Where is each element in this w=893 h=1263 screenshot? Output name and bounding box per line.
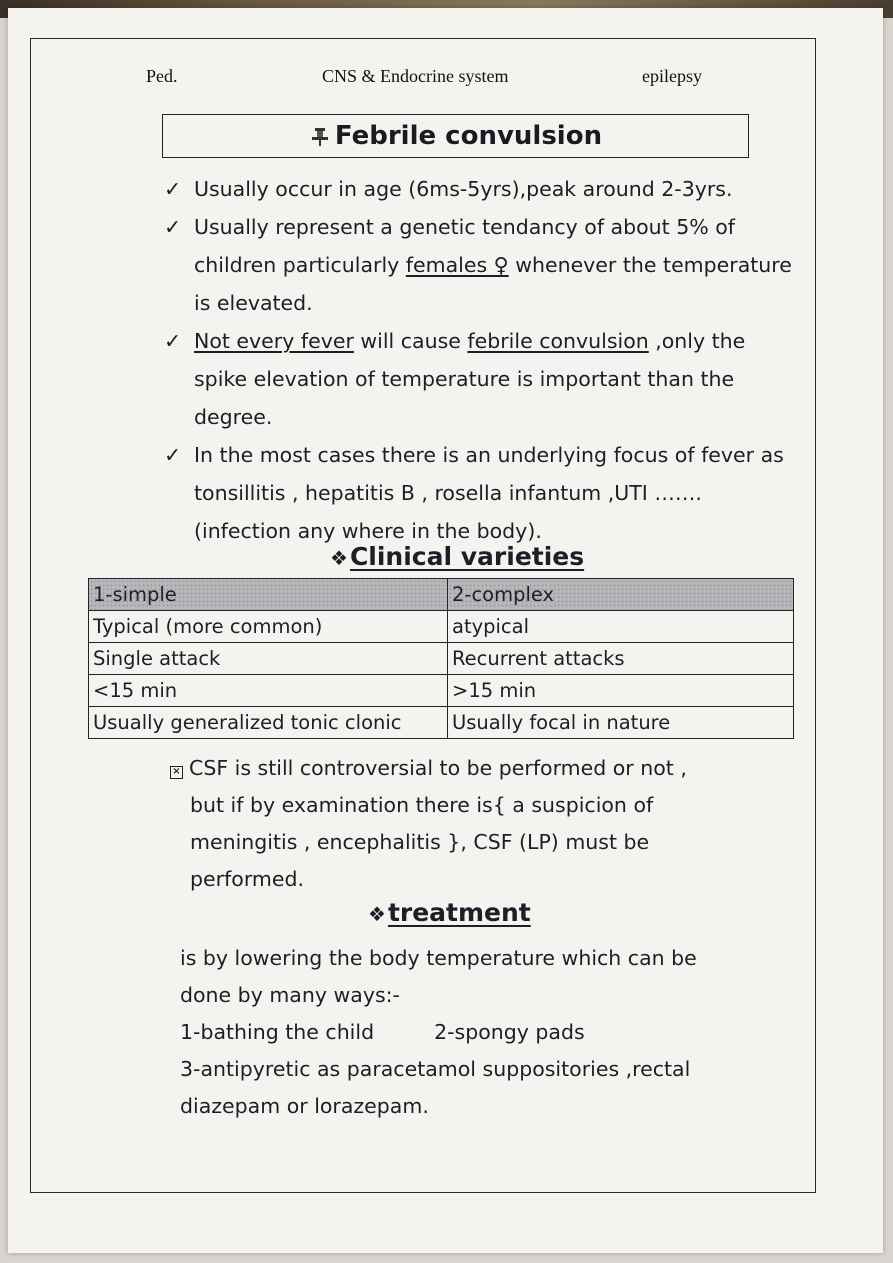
check-icon: ✓ [164, 329, 182, 353]
note-line: meningitis , encephalitis }, CSF (LP) must be [190, 830, 650, 854]
bullet-list [164, 170, 804, 550]
note-line: but if by examination there is{ a suspicion of [190, 793, 654, 817]
treatment-text [180, 940, 800, 1125]
page-title: Febrile convulsion [334, 121, 603, 151]
table-row [89, 675, 794, 707]
header-subject: Ped. [146, 66, 178, 86]
table-cell: Usually generalized tonic clonic [89, 707, 448, 739]
bullet-text: In the most cases there is an underlying focus of fever as tonsillitis , hepatitis B , rosella infantum ,UTI ……. (infection any where in the body). [194, 443, 784, 543]
header-topic: epilepsy [642, 66, 702, 86]
four-diamond-icon: ❖ [330, 546, 348, 570]
csf-note [170, 750, 790, 898]
table-cell: Single attack [89, 643, 448, 675]
four-diamond-icon: ❖ [368, 902, 386, 926]
bullet-text: Usually represent a genetic tendancy of about 5% of children particularly [194, 215, 736, 277]
section-title-text: treatment [387, 898, 531, 927]
table-row [89, 643, 794, 675]
treatment-line: 3-antipyretic as paracetamol suppositories ,rectal [180, 1057, 691, 1081]
note-line: CSF is still controversial to be performed or not , [189, 756, 687, 780]
header-chapter: CNS & Endocrine system [322, 66, 509, 86]
bullet-text: Usually occur in age (6ms-5yrs),peak around 2-3yrs. [194, 177, 733, 201]
underlined-term: febrile convulsion [467, 329, 649, 353]
treatment-line: diazepam or lorazepam. [180, 1094, 429, 1118]
section-title-clinical [330, 542, 584, 571]
page-title-box [162, 114, 749, 158]
treatment-line: is by lowering the body temperature which can be [180, 946, 697, 970]
section-title-treatment [368, 898, 531, 927]
clinical-varieties-table [88, 578, 794, 739]
table-row [89, 611, 794, 643]
table-row [89, 707, 794, 739]
treatment-item: 2-spongy pads [434, 1020, 585, 1044]
bullet-text: whenever the temperature is elevated. [194, 253, 792, 315]
table-cell: >15 min [448, 675, 794, 707]
table-cell: Typical (more common) [89, 611, 448, 643]
bullet-item [164, 170, 804, 208]
underlined-term: females ♀ [405, 253, 509, 277]
table-cell: Usually focal in nature [448, 707, 794, 739]
table-cell: atypical [448, 611, 794, 643]
table-header-row [89, 579, 794, 611]
bullet-item [164, 322, 804, 436]
bullet-text: ,only the spike elevation of temperature is important than the degree. [194, 329, 746, 429]
treatment-item: 1-bathing the child [180, 1020, 375, 1044]
section-title-text: Clinical varieties [349, 542, 585, 571]
underlined-term: Not every fever [194, 329, 354, 353]
table-header-cell: 2-complex [448, 579, 794, 611]
bullet-text: will cause [353, 329, 468, 353]
bullet-item [164, 208, 804, 322]
check-icon: ✓ [164, 177, 182, 201]
bullet-item [164, 436, 804, 550]
check-icon: ✓ [164, 215, 182, 239]
pushpin-icon [309, 126, 331, 146]
table-cell: Recurrent attacks [448, 643, 794, 675]
boxed-x-icon: × [170, 766, 183, 779]
table-cell: <15 min [89, 675, 448, 707]
note-line: performed. [190, 867, 304, 891]
table-header-cell: 1-simple [89, 579, 448, 611]
check-icon: ✓ [164, 443, 182, 467]
treatment-line: done by many ways:- [180, 983, 400, 1007]
treatment-line [180, 1014, 800, 1051]
